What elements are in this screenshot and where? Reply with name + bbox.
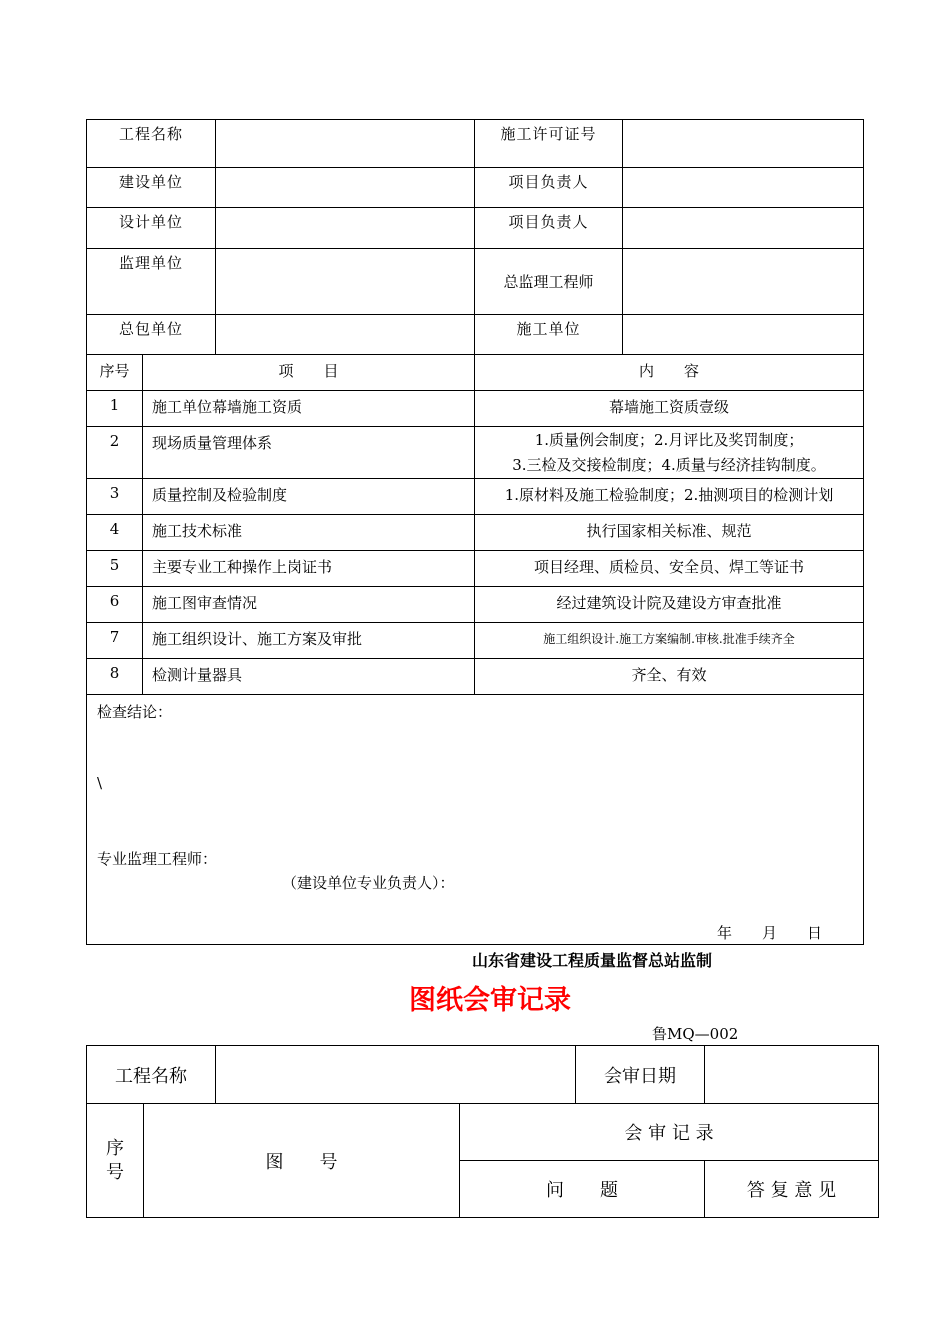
table-row (87, 587, 864, 623)
table-row (87, 391, 864, 427)
table-row (87, 551, 864, 587)
chief-supervisor-label: 总监理工程师 (475, 249, 623, 315)
project-name-label: 工程名称 (87, 120, 216, 168)
builder-label: 建设单位 (87, 168, 216, 208)
supervising-engineer-label: 专业监理工程师： (97, 850, 218, 868)
owner-representative-label: （建设单位专业负责人）： (282, 874, 455, 892)
construction-unit-label: 施工单位 (475, 315, 623, 355)
project-name-label-2: 工程名称 (87, 1046, 216, 1104)
row-number: 2 (87, 427, 143, 479)
conclusion-cell[interactable] (87, 695, 864, 945)
permit-number-value[interactable] (623, 120, 864, 168)
row-number: 5 (87, 551, 143, 587)
review-date-label: 会审日期 (576, 1046, 705, 1104)
row-item: 施工技术标准 (143, 515, 475, 551)
quality-management-check-table (86, 119, 864, 945)
table-row (87, 659, 864, 695)
designer-manager-label: 项目负责人 (475, 208, 623, 249)
row-number: 4 (87, 515, 143, 551)
table-row (87, 515, 864, 551)
review-record-header: 会 审 记 录 (460, 1104, 879, 1161)
row-number: 1 (87, 391, 143, 427)
chief-supervisor-value[interactable] (623, 249, 864, 315)
general-contractor-value[interactable] (216, 315, 475, 355)
table-row (87, 427, 864, 479)
question-header: 问 题 (460, 1161, 705, 1218)
supervisor-label: 监理单位 (87, 249, 216, 315)
reply-header: 答 复 意 见 (705, 1161, 879, 1218)
item-header: 项 目 (143, 355, 475, 391)
row-number: 3 (87, 479, 143, 515)
permit-number-label: 施工许可证号 (475, 120, 623, 168)
designer-manager-value[interactable] (623, 208, 864, 249)
row-item: 质量控制及检验制度 (143, 479, 475, 515)
row-item: 现场质量管理体系 (143, 427, 475, 479)
builder-manager-value[interactable] (623, 168, 864, 208)
table-row (87, 479, 864, 515)
row-content-line-2: 3.三检及交接检制度；4.质量与经济挂钩制度。 (512, 456, 826, 474)
date-label: 年 月 日 (717, 924, 823, 942)
row-content-line-1: 1.质量例会制度；2.月评比及奖罚制度； (534, 431, 804, 449)
conclusion-label: 检查结论： (97, 703, 173, 721)
builder-value[interactable] (216, 168, 475, 208)
row-content: 幕墙施工资质壹级 (475, 391, 864, 427)
backslash-mark: \ (97, 774, 103, 792)
row-number: 8 (87, 659, 143, 695)
drawing-review-table (86, 1045, 879, 1218)
row-item: 施工组织设计、施工方案及审批 (143, 623, 475, 659)
row-content: 执行国家相关标准、规范 (475, 515, 864, 551)
drawing-number-header: 图 号 (144, 1104, 460, 1218)
row-item: 主要专业工种操作上岗证书 (143, 551, 475, 587)
builder-manager-label: 项目负责人 (475, 168, 623, 208)
issuer-text: 山东省建设工程质量监督总站监制 (472, 951, 713, 970)
row-content: 1.原材料及施工检验制度；2.抽测项目的检测计划 (475, 479, 864, 515)
drawing-review-title: 图纸会审记录 (409, 985, 571, 1016)
row-content: 齐全、有效 (475, 659, 864, 695)
row-content (475, 427, 864, 479)
construction-unit-value[interactable] (623, 315, 864, 355)
designer-label: 设计单位 (87, 208, 216, 249)
row-content: 经过建筑设计院及建设方审查批准 (475, 587, 864, 623)
row-item: 检测计量器具 (143, 659, 475, 695)
form-code: 鲁MQ—002 (652, 1025, 739, 1043)
review-date-value[interactable] (705, 1046, 879, 1104)
row-item: 施工图审查情况 (143, 587, 475, 623)
row-item: 施工单位幕墙施工资质 (143, 391, 475, 427)
row-number: 7 (87, 623, 143, 659)
row-content: 项目经理、质检员、安全员、焊工等证书 (475, 551, 864, 587)
general-contractor-label: 总包单位 (87, 315, 216, 355)
seq-header-2: 序 号 (87, 1104, 144, 1218)
content-header: 内 容 (475, 355, 864, 391)
supervisor-value[interactable] (216, 249, 475, 315)
designer-value[interactable] (216, 208, 475, 249)
row-content: 施工组织设计.施工方案编制.审核.批准手续齐全 (475, 623, 864, 659)
table-row (87, 623, 864, 659)
seq-header: 序号 (87, 355, 143, 391)
project-name-value[interactable] (216, 120, 475, 168)
row-number: 6 (87, 587, 143, 623)
project-name-value-2[interactable] (216, 1046, 576, 1104)
